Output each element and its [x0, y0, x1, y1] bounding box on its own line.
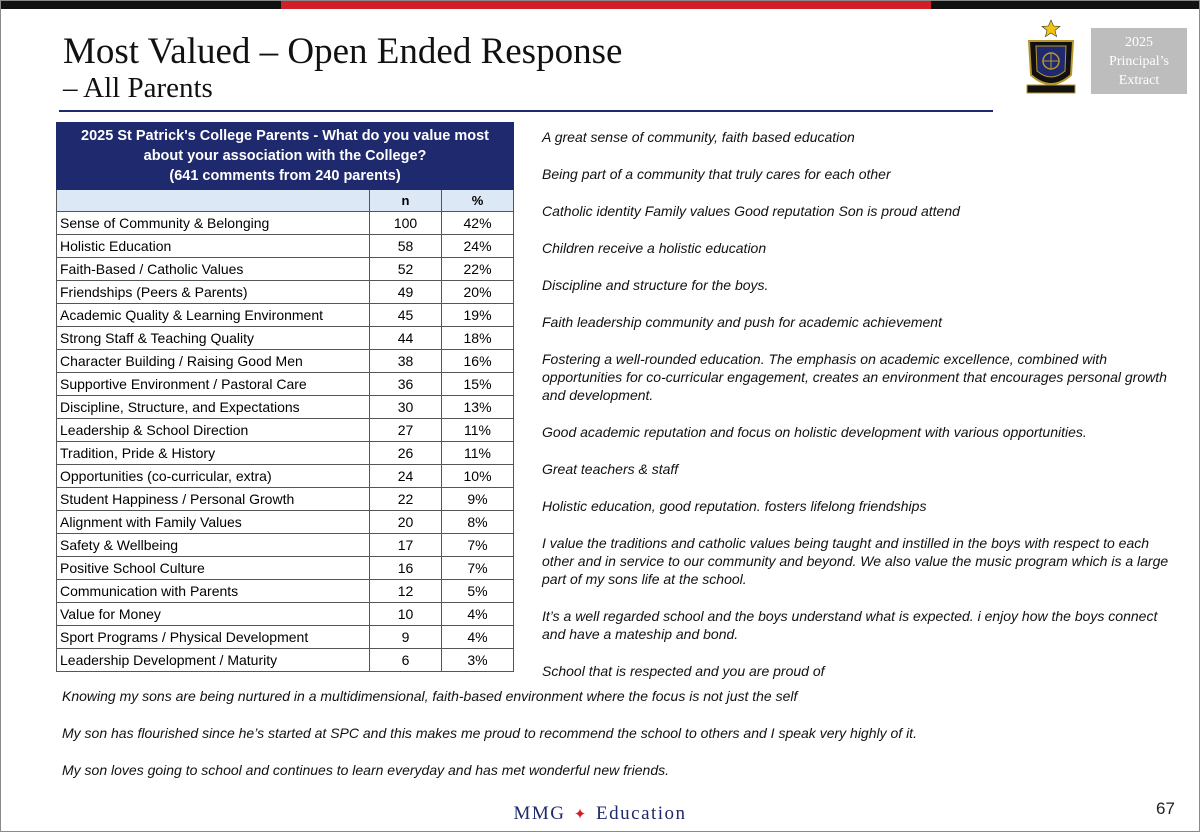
college-crest-icon	[1023, 19, 1079, 97]
title-line-2: – All Parents	[63, 72, 213, 104]
comment-item: School that is respected and you are proud of	[542, 663, 825, 679]
column-header-blank	[57, 190, 370, 212]
row-label: Holistic Education	[57, 235, 370, 258]
comment-item: A great sense of community, faith based education	[542, 129, 855, 145]
row-percent: 7%	[442, 557, 514, 580]
comment-item: Being part of a community that truly cares for each other	[542, 166, 891, 182]
table-row	[57, 212, 514, 235]
comment-item: Faith leadership community and push for academic achievement	[542, 314, 942, 330]
table-row	[57, 603, 514, 626]
row-count: 30	[370, 396, 442, 419]
row-percent: 10%	[442, 465, 514, 488]
table-row	[57, 488, 514, 511]
table-row	[57, 373, 514, 396]
comment-item: Catholic identity Family values Good reputation Son is proud attend	[542, 203, 960, 219]
table-row	[57, 327, 514, 350]
comment-item: Fostering a well-rounded education. The emphasis on academic excellence, combined with opportunities for co-curricular engagement, creates an environment that encourages personal growth and development.	[542, 351, 1167, 403]
row-label: Tradition, Pride & History	[57, 442, 370, 465]
row-percent: 15%	[442, 373, 514, 396]
row-count: 38	[370, 350, 442, 373]
table-row	[57, 649, 514, 672]
comment-item: Good academic reputation and focus on holistic development with various opportunities.	[542, 424, 1087, 440]
row-count: 12	[370, 580, 442, 603]
table-title	[57, 123, 514, 190]
row-count: 9	[370, 626, 442, 649]
row-count: 17	[370, 534, 442, 557]
table-row	[57, 442, 514, 465]
comment-item: Holistic education, good reputation. fosters lifelong friendships	[542, 498, 927, 514]
footer-brand	[1, 803, 1199, 825]
row-label: Safety & Wellbeing	[57, 534, 370, 557]
row-count: 44	[370, 327, 442, 350]
comment-item: My son has flourished since he’s started at SPC and this makes me proud to recommend the school to others and I speak very highly of it.	[62, 725, 917, 741]
table-row	[57, 534, 514, 557]
row-label: Student Happiness / Personal Growth	[57, 488, 370, 511]
comment-item: My son loves going to school and continues to learn everyday and has met wonderful new friends.	[62, 762, 670, 778]
row-count: 20	[370, 511, 442, 534]
table-row	[57, 626, 514, 649]
row-label: Sport Programs / Physical Development	[57, 626, 370, 649]
row-percent: 18%	[442, 327, 514, 350]
column-header-n: n	[370, 190, 442, 212]
row-percent: 20%	[442, 281, 514, 304]
top-accent-bar	[281, 1, 931, 9]
row-percent: 9%	[442, 488, 514, 511]
row-label: Leadership Development / Maturity	[57, 649, 370, 672]
table-row	[57, 557, 514, 580]
row-label: Supportive Environment / Pastoral Care	[57, 373, 370, 396]
row-count: 26	[370, 442, 442, 465]
row-count: 22	[370, 488, 442, 511]
row-label: Academic Quality & Learning Environment	[57, 304, 370, 327]
row-percent: 5%	[442, 580, 514, 603]
row-count: 6	[370, 649, 442, 672]
row-label: Strong Staff & Teaching Quality	[57, 327, 370, 350]
column-header-percent: %	[442, 190, 514, 212]
row-label: Alignment with Family Values	[57, 511, 370, 534]
page-number: 67	[1156, 799, 1175, 818]
badge-line-year: 2025	[1125, 34, 1153, 50]
title-underline	[59, 110, 993, 112]
row-label: Opportunities (co-curricular, extra)	[57, 465, 370, 488]
title-line-1: Most Valued – Open Ended Response	[63, 31, 623, 72]
comment-item: Knowing my sons are being nurtured in a multidimensional, faith-based environment where the focus is not just the self	[62, 688, 798, 704]
row-percent: 11%	[442, 419, 514, 442]
table-row	[57, 465, 514, 488]
table-row	[57, 350, 514, 373]
row-percent: 24%	[442, 235, 514, 258]
table-title-line: about your association with the College?	[143, 148, 427, 164]
table-title-line: (641 comments from 240 parents)	[169, 168, 401, 184]
row-label: Value for Money	[57, 603, 370, 626]
table-row	[57, 511, 514, 534]
values-table	[56, 122, 514, 672]
parent-comments-bottom	[62, 687, 1162, 798]
row-percent: 13%	[442, 396, 514, 419]
row-label: Discipline, Structure, and Expectations	[57, 396, 370, 419]
row-count: 58	[370, 235, 442, 258]
table-row	[57, 419, 514, 442]
comment-item: Children receive a holistic education	[542, 240, 767, 256]
row-label: Leadership & School Direction	[57, 419, 370, 442]
badge-line-principals: Principal’s	[1109, 53, 1169, 69]
brand-education: Education	[596, 803, 687, 824]
row-count: 27	[370, 419, 442, 442]
row-percent: 11%	[442, 442, 514, 465]
comment-item: I value the traditions and catholic values being taught and instilled in the boys with respect to each other and in service to our community and beyond. We also value the music program which is a large part of my sons life at the school.	[542, 535, 1169, 587]
row-percent: 4%	[442, 626, 514, 649]
row-percent: 3%	[442, 649, 514, 672]
row-count: 52	[370, 258, 442, 281]
row-label: Communication with Parents	[57, 580, 370, 603]
comment-item: Discipline and structure for the boys.	[542, 277, 769, 293]
row-percent: 4%	[442, 603, 514, 626]
row-percent: 16%	[442, 350, 514, 373]
row-count: 45	[370, 304, 442, 327]
table-title-line: 2025 St Patrick's College Parents - What do you value most	[81, 128, 489, 144]
page-title	[63, 33, 622, 103]
brand-star-icon: ✦	[573, 807, 588, 823]
row-count: 36	[370, 373, 442, 396]
row-percent: 7%	[442, 534, 514, 557]
table-row	[57, 396, 514, 419]
row-count: 100	[370, 212, 442, 235]
row-label: Sense of Community & Belonging	[57, 212, 370, 235]
row-count: 10	[370, 603, 442, 626]
row-count: 49	[370, 281, 442, 304]
row-label: Faith-Based / Catholic Values	[57, 258, 370, 281]
comment-item: It’s a well regarded school and the boys understand what is expected. i enjoy how the boys connect and have a mateship and bond.	[542, 608, 1158, 642]
table-row	[57, 258, 514, 281]
row-count: 16	[370, 557, 442, 580]
row-percent: 22%	[442, 258, 514, 281]
table-row	[57, 281, 514, 304]
brand-mmg: MMG	[513, 803, 566, 824]
row-label: Friendships (Peers & Parents)	[57, 281, 370, 304]
parent-comments-right	[542, 128, 1172, 699]
row-percent: 42%	[442, 212, 514, 235]
row-label: Positive School Culture	[57, 557, 370, 580]
row-percent: 8%	[442, 511, 514, 534]
table-row	[57, 304, 514, 327]
row-count: 24	[370, 465, 442, 488]
comment-item: Great teachers & staff	[542, 461, 679, 477]
row-label: Character Building / Raising Good Men	[57, 350, 370, 373]
table-row	[57, 235, 514, 258]
badge-line-extract: Extract	[1118, 72, 1160, 88]
row-percent: 19%	[442, 304, 514, 327]
principals-extract-badge	[1091, 28, 1187, 94]
table-row	[57, 580, 514, 603]
